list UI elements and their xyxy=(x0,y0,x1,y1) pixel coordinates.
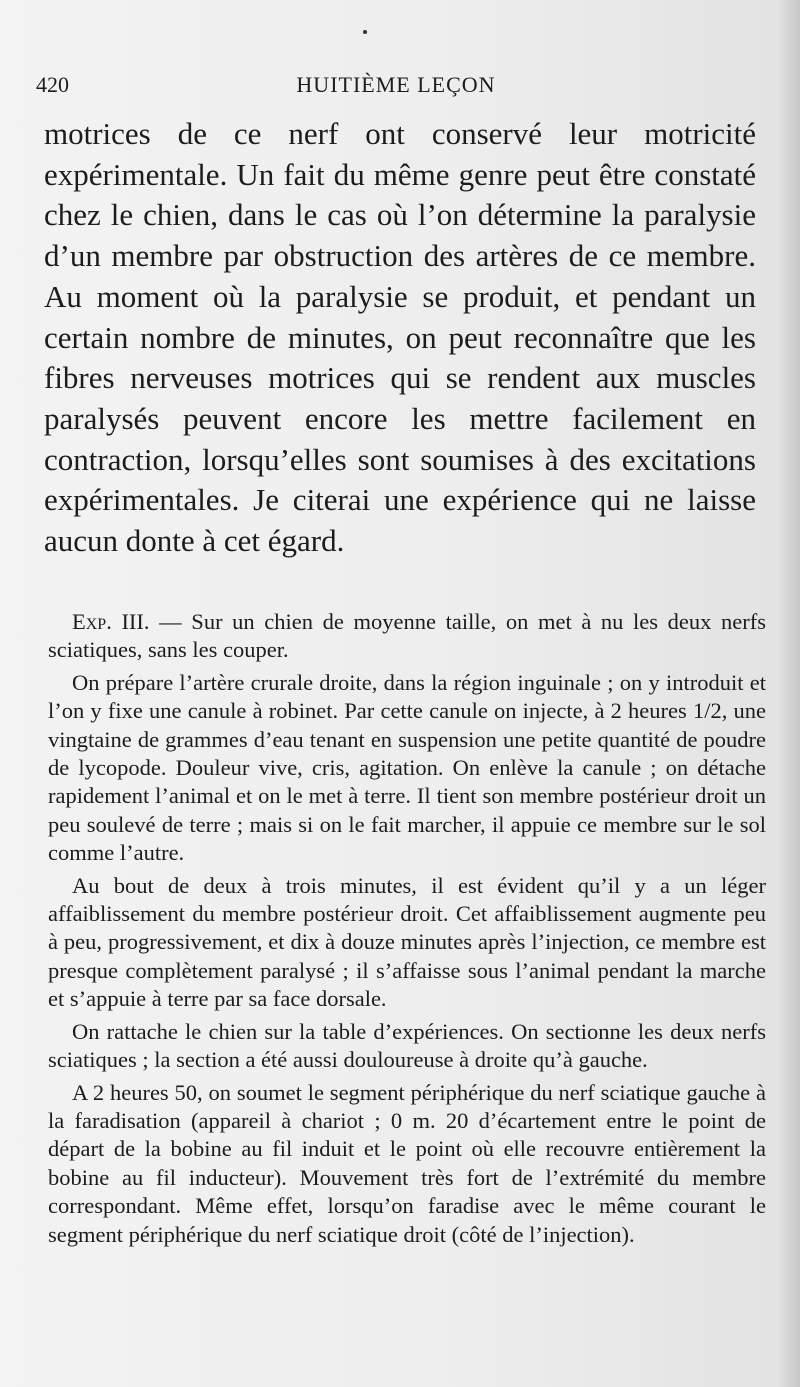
experiment-paragraph: Au bout de deux à trois minutes, il est évident qu’il y a un léger affaiblissement du membre postérieur droit. Cet affaiblissement augmente peu à peu, progressivement, et dix à douze minutes après l’injection, ce membre est presque complètement paralysé ; il s’affaisse sous l’animal pendant la marche et s’appuie à terre par sa face dorsale. xyxy=(48,872,766,1012)
experiment-label: Exp. III. xyxy=(72,609,150,634)
page-header xyxy=(36,72,756,106)
experiment-intro-text: — Sur un chien de moyenne taille, on met à nu les deux nerfs sciatiques, sans les couper. xyxy=(48,609,766,663)
main-paragraph: motrices de ce nerf ont conservé leur motricité expérimentale. Un fait du même genre peut être constaté chez le chien, dans le cas où l’on détermine la paralysie d’un membre par obstruction des artères de ce membre. Au moment où la paralysie se produit, et pendant un certain nombre de minutes, on peut reconnaître que les fibres nerveuses motrices qui se rendent aux muscles paralysés peuvent encore les mettre facilement en contraction, lorsqu’elles sont soumises à des excitations expérimentales. Je citerai une expérience qui ne laisse aucun donte à cet égard. xyxy=(44,116,756,559)
experiment-paragraph: On prépare l’artère crurale droite, dans la région inguinale ; on y introduit et l’on y fixe une canule à robinet. Par cette canule on injecte, à 2 heures 1/2, une vingtaine de grammes d’eau tenant en suspension une petite quantité de poudre de lycopode. Douleur vive, cris, agitation. On enlève la canule ; on détache rapidement l’animal et on le met à terre. Il tient son membre postérieur droit un peu soulevé de terre ; mais si on le fait marcher, il appuie ce membre sur le sol comme l’autre. xyxy=(48,669,766,866)
experiment-section xyxy=(48,608,766,1253)
experiment-intro-paragraph xyxy=(48,608,766,665)
ink-speck xyxy=(363,30,367,34)
running-title: HUITIÈME LEÇON xyxy=(296,72,496,97)
page-number: 420 xyxy=(36,72,69,97)
page-edge-shadow xyxy=(778,0,800,1387)
experiment-paragraph: A 2 heures 50, on soumet le segment périphérique du nerf sciatique gauche à la faradisation (appareil à chariot ; 0 m. 20 d’écartement entre le point de départ de la bobine au fil induit et le point où elle recouvre entièrement la bobine au fil inducteur). Mouvement très fort de l’extrémité du membre correspondant. Même effet, lorsqu’on faradise avec le même courant le segment périphérique du nerf sciatique droit (côté de l’injection). xyxy=(48,1079,766,1247)
experiment-paragraph: On rattache le chien sur la table d’expériences. On sectionne les deux nerfs sciatiques ; la section a été aussi douloureuse à droite qu’à gauche. xyxy=(48,1018,766,1073)
